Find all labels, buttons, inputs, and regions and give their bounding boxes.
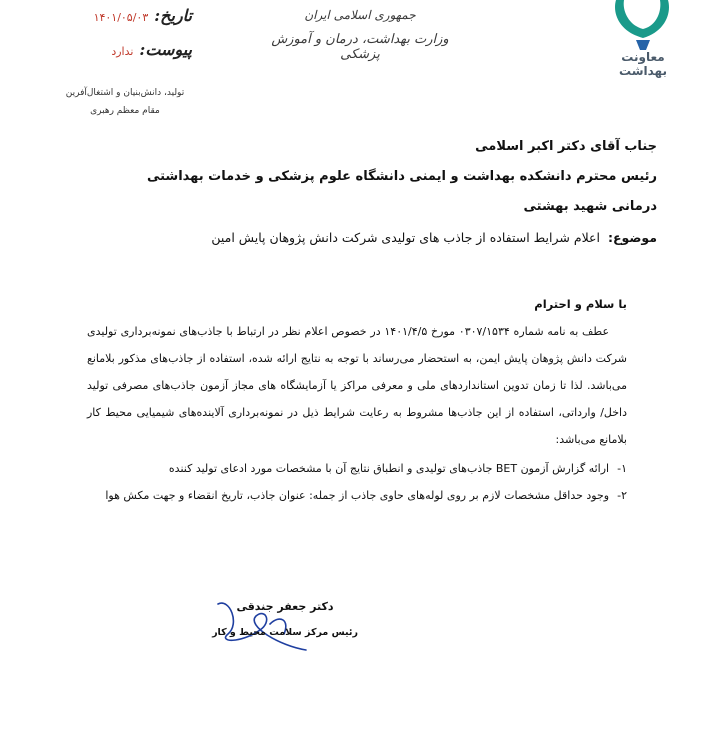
body-paragraph: [87, 318, 627, 453]
recipient-block: [117, 132, 657, 222]
date-value: ۱۴۰۱/۰۵/۰۳: [93, 11, 149, 24]
body-paragraph-text: عطف به نامه شماره ۰۳۰۷/۱۵۳۴ مورخ ۱۴۰۱/۴/۵ در خصوص اعلام نظر در ارتباط با جاذب‌های نمونه‌برداری تولیدی شرکت دانش پژوهان پایش ایمن، به استحضار می‌رساند با توجه به نتایج ارائه شده، استفاده از جاذب‌های مذکور بلامانع می‌باشد. لذا تا زمان تدوین استانداردهای ملی و معرفی مراکز یا آزمایشگاه های مجاز آزمون جاذب‌های مصرفی تولید داخل/ وارداتی، استفاده از این جاذب‌ها مشروط به رعایت شرایط ذیل در نمونه‌برداری آلاینده‌های شیمیایی محیط کار بلامانع می‌باشد:: [87, 325, 627, 446]
emblem-line-country: جمهوری اسلامی ایران: [304, 8, 416, 22]
date-label: تاریخ:: [154, 6, 192, 25]
emblem-line-ministry: وزارت بهداشت، درمان و آموزش پزشکی: [271, 32, 449, 62]
subject-line: [97, 230, 657, 245]
signature-block: [205, 600, 365, 638]
subject-text: اعلام شرایط استفاده از جاذب های تولیدی شرکت دانش پژوهان پایش امین: [211, 230, 600, 245]
signatory-title: رئیس مرکز سلامت محیط و کار: [212, 627, 358, 638]
attachment-row: [42, 40, 192, 74]
slogan-attribution: مقام معظم رهبری: [90, 106, 160, 116]
list-item: [87, 482, 627, 509]
ministry-emblem: [270, 8, 450, 62]
signatory-name: دکتر جعفر جندقی: [236, 600, 334, 613]
subject-label: موضوع:: [607, 230, 657, 245]
slogan: [50, 84, 200, 120]
health-deputy-logo: [597, 0, 689, 78]
date-row: [42, 6, 192, 40]
logo-text: معاونت بهداشت: [619, 50, 667, 78]
recipient-title: رئیس محترم دانشکده بهداشت و ایمنی دانشگاه علوم پزشکی و خدمات بهداشتی درمانی شهید بهشتی: [146, 169, 657, 214]
recipient-name: جناب آقای دکتر اکبر اسلامی: [475, 139, 657, 154]
attachment-value: ندارد: [111, 45, 134, 58]
list-item-number: ۲-: [617, 489, 627, 502]
list-item-text: وجود حداقل مشخصات لازم بر روی لوله‌های حاوی جاذب از جمله: عنوان جاذب، تاریخ انقضاء و جهت مکش هوا: [105, 489, 610, 502]
attachment-label: پیوست:: [139, 40, 192, 59]
slogan-text: تولید، دانش‌بنیان و اشتغال‌آفرین: [65, 88, 185, 98]
list-item-text: ارائه گزارش آزمون BET جاذب‌های تولیدی و انطباق نتایج آن با مشخصات مورد ادعای تولید کننده: [168, 462, 610, 475]
greeting: با سلام و احترام: [534, 297, 627, 311]
logo-mark-icon: [606, 0, 680, 52]
list-item: [87, 455, 627, 482]
letter-meta: [42, 6, 192, 74]
list-item-number: ۱-: [617, 462, 627, 475]
conditions-list: [87, 455, 627, 509]
